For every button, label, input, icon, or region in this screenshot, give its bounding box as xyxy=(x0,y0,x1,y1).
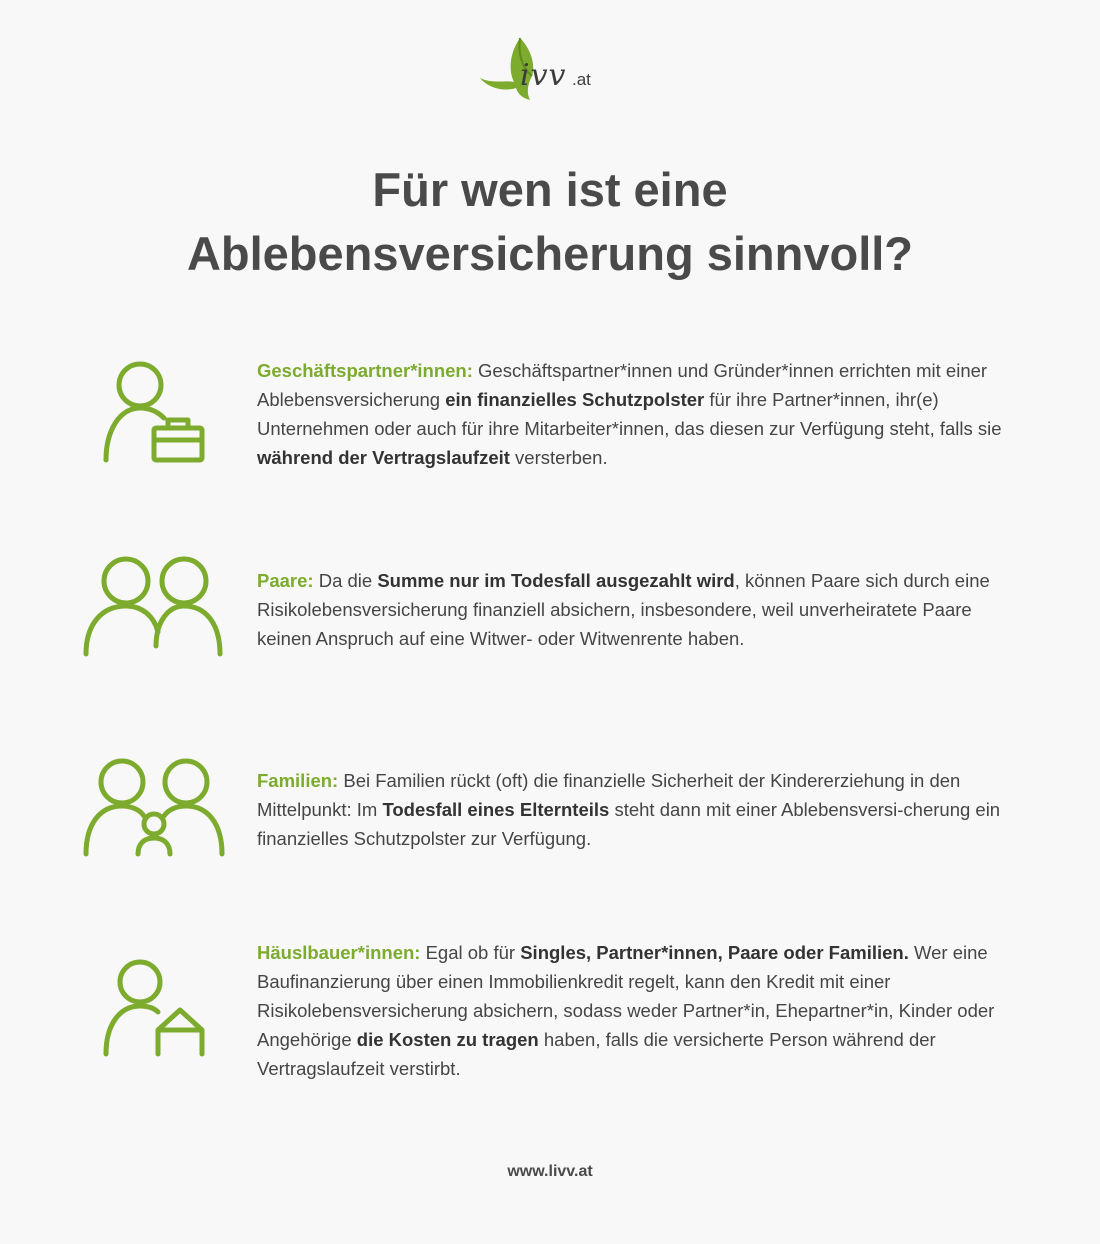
item-text: steht dann mit einer Ablebensversi-cherung ein finanzielles Schutzpolster zur Verfügung. xyxy=(257,799,1001,849)
item-text: versterben. xyxy=(509,447,608,468)
couple-icon xyxy=(82,554,226,660)
item-business-partners xyxy=(257,356,1017,472)
item-text: Da die xyxy=(313,570,378,591)
logo-domain: .at xyxy=(572,70,591,89)
item-emphasis: ein finanzielles Schutzpolster xyxy=(445,389,705,410)
item-emphasis: Singles, Partner*innen, Paare oder Familien. xyxy=(520,942,909,963)
item-emphasis: die Kosten zu tragen xyxy=(356,1029,539,1050)
item-label: Geschäftspartner*innen: xyxy=(257,360,473,381)
item-label: Paare: xyxy=(257,570,314,591)
person-house-icon xyxy=(98,954,208,1060)
item-label: Häuslbauer*innen: xyxy=(257,942,421,963)
logo-wordmark: ivv xyxy=(520,58,567,93)
item-home-builders xyxy=(257,938,1017,1083)
title-line-2: Ablebensversicherung sinnvoll? xyxy=(186,227,914,280)
item-text: Egal ob für xyxy=(420,942,521,963)
item-text: , können Paare sich durch eine Risikolebensversicherung finanziell absichern, insbesondere, weil unverheiratete Paare keinen Anspruch auf eine Witwer- oder Witwenrente haben. xyxy=(257,570,990,649)
item-text: Wer eine Baufinanzierung über einen Immobilienkredit regelt, kann den Kredit mit einer Risikolebensversicherung absichern, sodass weder Partner*in, Ehepartner*in, Kinder oder Angehörige xyxy=(257,942,995,1050)
item-text: Geschäftspartner*innen und Gründer*innen errichten mit einer Ablebensversicherung xyxy=(257,360,988,410)
item-couples xyxy=(257,566,1017,653)
item-emphasis: Todesfall eines Elternteils xyxy=(382,799,610,820)
item-text: Bei Familien rückt (oft) die finanzielle Sicherheit der Kindererziehung in den Mittelpunkt: Im xyxy=(257,770,961,820)
footer-url[interactable]: www.livv.at xyxy=(507,1163,593,1180)
item-emphasis: Summe nur im Todesfall ausgezahlt wird xyxy=(377,570,735,591)
item-label: Familien: xyxy=(257,770,339,791)
item-emphasis: während der Vertragslaufzeit xyxy=(257,447,510,468)
item-families xyxy=(257,766,1017,853)
person-briefcase-icon xyxy=(98,358,208,464)
item-text: für ihre Partner*innen, ihr(e) Unternehmen oder auch für ihre Mitarbeiter*innen, das diesen zur Verfügung steht, falls sie xyxy=(257,389,1002,439)
title-line-1: Für wen ist eine xyxy=(372,163,728,216)
family-icon xyxy=(82,756,226,860)
item-text: haben, falls die versicherte Person während der Vertragslaufzeit verstirbt. xyxy=(257,1029,936,1079)
page-title xyxy=(0,158,1100,286)
